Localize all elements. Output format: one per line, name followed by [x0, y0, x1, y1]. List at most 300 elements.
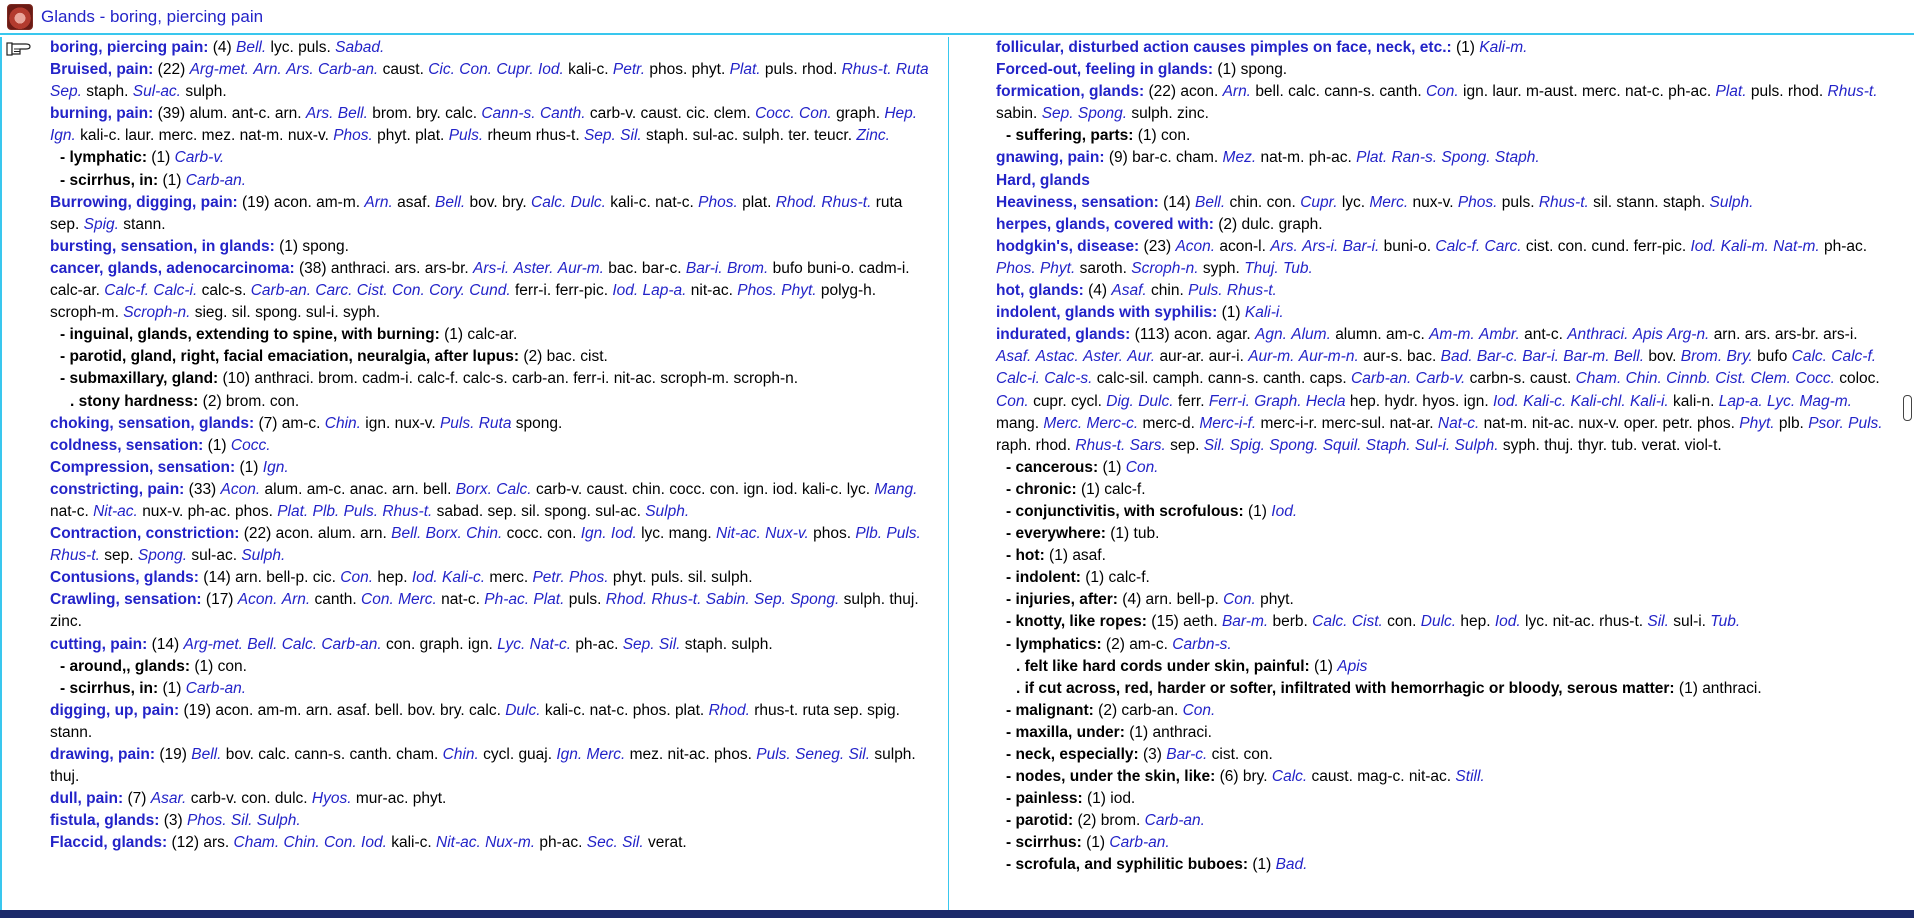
- remedy[interactable]: Ruta: [895, 61, 929, 79]
- remedy[interactable]: nat-m.: [1260, 149, 1305, 167]
- remedy[interactable]: ferr-pic.: [555, 282, 609, 300]
- remedy[interactable]: kali-c.: [544, 701, 586, 719]
- remedy[interactable]: lyc.: [270, 39, 294, 56]
- remedy[interactable]: Acon.: [220, 480, 261, 498]
- remedy[interactable]: Bell.: [1195, 193, 1226, 211]
- remedy[interactable]: Sulph.: [241, 547, 286, 565]
- remedy[interactable]: ign.: [1463, 392, 1489, 410]
- remedy[interactable]: Spig.: [1229, 436, 1265, 454]
- remedy[interactable]: asaf.: [1072, 547, 1106, 565]
- remedy[interactable]: Aur-m.: [1248, 348, 1295, 366]
- remedy[interactable]: Rhod.: [605, 591, 648, 609]
- remedy[interactable]: carbn-s.: [1469, 370, 1526, 388]
- subrubric-entry[interactable]: [996, 656, 1896, 678]
- remedy[interactable]: ars.: [203, 834, 230, 852]
- remedy[interactable]: bac.: [608, 259, 638, 277]
- remedy[interactable]: Bar-m.: [1563, 348, 1610, 366]
- remedy[interactable]: Phos.: [737, 282, 777, 300]
- remedy[interactable]: ferr.: [1177, 392, 1205, 410]
- rubric-label[interactable]: Burrowing, digging, pain:: [50, 193, 238, 211]
- remedy[interactable]: merc-d.: [1142, 414, 1195, 432]
- remedy[interactable]: Bell.: [391, 525, 422, 543]
- remedy[interactable]: Nat-c.: [529, 635, 571, 653]
- rubric-label[interactable]: - scirrhus, in:: [60, 679, 159, 697]
- rubric-label[interactable]: - chronic:: [1006, 480, 1077, 498]
- remedy[interactable]: bry.: [416, 105, 441, 123]
- rubric-label[interactable]: Heaviness, sensation:: [996, 193, 1159, 211]
- rubric-entry[interactable]: [50, 744, 930, 788]
- remedy[interactable]: asaf.: [397, 193, 431, 211]
- remedy[interactable]: sulph.: [742, 127, 784, 145]
- rubric-label[interactable]: Crawling, sensation:: [50, 591, 202, 609]
- remedy[interactable]: Phos.: [186, 812, 227, 830]
- remedy[interactable]: Ign.: [262, 458, 289, 476]
- remedy[interactable]: ferr-pic.: [1633, 237, 1687, 255]
- remedy[interactable]: graph.: [419, 635, 464, 653]
- remedy[interactable]: ant-c.: [1524, 326, 1563, 344]
- remedy[interactable]: Sep.: [583, 127, 616, 145]
- remedy[interactable]: acon.: [1180, 83, 1219, 101]
- remedy[interactable]: sulph.: [711, 569, 753, 587]
- remedy[interactable]: cadm-i.: [858, 259, 910, 277]
- remedy[interactable]: nat-m.: [1483, 414, 1528, 432]
- remedy[interactable]: hep.: [1349, 392, 1381, 410]
- rubric-label[interactable]: boring, piercing pain:: [50, 39, 209, 56]
- remedy[interactable]: Con.: [323, 834, 357, 852]
- remedy[interactable]: spong.: [255, 304, 302, 322]
- remedy[interactable]: Puls.: [886, 525, 921, 543]
- remedy[interactable]: Carb-an.: [250, 282, 312, 300]
- remedy[interactable]: calc-ar.: [50, 282, 100, 300]
- remedy[interactable]: Ign.: [580, 525, 607, 543]
- remedy[interactable]: Chin.: [283, 834, 320, 852]
- remedy[interactable]: Sil.: [1203, 436, 1226, 454]
- remedy[interactable]: merc.: [158, 127, 198, 145]
- remedy[interactable]: Iod.: [1271, 502, 1298, 520]
- remedy[interactable]: bufo: [772, 259, 803, 277]
- rubric-entry[interactable]: [996, 214, 1896, 236]
- remedy[interactable]: Scroph-n.: [1131, 259, 1199, 277]
- remedy[interactable]: bac.: [546, 348, 576, 366]
- rubric-label[interactable]: - parotid:: [1006, 812, 1074, 830]
- remedy[interactable]: sep.: [1170, 436, 1200, 454]
- remedy[interactable]: coloc.: [1839, 370, 1880, 388]
- remedy[interactable]: calc.: [1288, 83, 1320, 101]
- remedy[interactable]: plat.: [674, 701, 705, 719]
- rubric-label[interactable]: bursting, sensation, in glands:: [50, 237, 275, 255]
- remedy[interactable]: bell-p.: [266, 569, 309, 587]
- remedy[interactable]: nit-ac.: [613, 370, 656, 388]
- rubric-entry[interactable]: [996, 37, 1896, 59]
- remedy[interactable]: kali-n.: [1673, 392, 1715, 410]
- remedy[interactable]: Calc-s.: [1044, 370, 1093, 388]
- remedy[interactable]: Cupr.: [1300, 193, 1338, 211]
- remedy[interactable]: rhod.: [1787, 83, 1824, 101]
- subrubric-entry[interactable]: [50, 678, 930, 700]
- remedy[interactable]: bry.: [1242, 768, 1268, 786]
- rubric-entry[interactable]: [996, 302, 1896, 324]
- remedy[interactable]: Dulc.: [570, 193, 606, 211]
- remedy[interactable]: bov.: [1648, 348, 1677, 366]
- remedy[interactable]: Scroph-n.: [123, 304, 191, 322]
- subrubric-entry[interactable]: [996, 545, 1896, 567]
- remedy[interactable]: Sil.: [658, 635, 681, 653]
- remedy[interactable]: Carb-an.: [185, 679, 247, 697]
- remedy[interactable]: Sul-ac.: [132, 83, 181, 101]
- rubric-label[interactable]: - everywhere:: [1006, 525, 1106, 543]
- remedy[interactable]: bell.: [423, 480, 452, 498]
- subrubric-entry[interactable]: [996, 788, 1896, 810]
- remedy[interactable]: Spig.: [83, 215, 119, 233]
- rubric-entry[interactable]: [50, 413, 930, 435]
- remedy[interactable]: con.: [1387, 613, 1417, 631]
- remedy[interactable]: Rhus-t.: [1075, 436, 1126, 454]
- remedy[interactable]: laur.: [1492, 83, 1522, 101]
- remedy[interactable]: syph.: [1502, 436, 1540, 454]
- subrubric-entry[interactable]: [50, 170, 930, 192]
- remedy[interactable]: Squil.: [1322, 436, 1362, 454]
- remedy[interactable]: Asaf.: [1111, 282, 1147, 300]
- remedy[interactable]: Plat.: [533, 591, 565, 609]
- remedy[interactable]: cadm-i.: [362, 370, 413, 388]
- remedy[interactable]: alum.: [317, 525, 356, 543]
- remedy[interactable]: Puls.: [1188, 282, 1223, 300]
- remedy[interactable]: Calc-f.: [1831, 348, 1877, 366]
- remedy[interactable]: Phos.: [996, 259, 1036, 277]
- rubric-label[interactable]: - nodes, under the skin, like:: [1006, 768, 1216, 786]
- remedy[interactable]: dulc.: [1241, 215, 1275, 233]
- subrubric-entry[interactable]: [50, 147, 930, 169]
- remedy[interactable]: Merc-i-f.: [1199, 414, 1257, 432]
- remedy[interactable]: spig.: [867, 701, 900, 719]
- remedy[interactable]: Plat.: [729, 61, 761, 79]
- remedy[interactable]: Kali-c.: [442, 569, 486, 587]
- rubric-entry[interactable]: [50, 523, 930, 567]
- remedy[interactable]: Bar-i.: [685, 259, 723, 277]
- remedy[interactable]: calc-ar.: [467, 326, 518, 344]
- remedy[interactable]: phos.: [1697, 414, 1735, 432]
- remedy[interactable]: bov.: [469, 193, 498, 211]
- remedy[interactable]: aur-ar.: [1159, 348, 1205, 366]
- remedy[interactable]: Arn.: [281, 591, 311, 609]
- remedy[interactable]: Iod.: [1494, 613, 1521, 631]
- remedy[interactable]: Brom.: [726, 259, 769, 277]
- rubric-label[interactable]: hot, glands:: [996, 282, 1084, 300]
- rubric-label[interactable]: - lymphatic:: [60, 149, 147, 167]
- remedy[interactable]: mang.: [996, 414, 1040, 432]
- remedy[interactable]: phyt.: [377, 127, 411, 145]
- rubric-entry[interactable]: [50, 37, 930, 59]
- remedy[interactable]: bell-p.: [1176, 591, 1219, 609]
- subrubric-entry[interactable]: [996, 722, 1896, 744]
- remedy[interactable]: berb.: [1272, 613, 1308, 631]
- remedy[interactable]: Iod.: [612, 282, 639, 300]
- remedy[interactable]: rhod.: [801, 61, 838, 79]
- remedy[interactable]: Petr.: [612, 61, 646, 79]
- remedy[interactable]: canth.: [1263, 370, 1306, 388]
- rubric-label[interactable]: Forced-out, feeling in glands:: [996, 61, 1213, 79]
- remedy[interactable]: calc-f.: [1104, 480, 1146, 498]
- remedy[interactable]: kali-c.: [610, 193, 651, 211]
- remedy[interactable]: Kali-m.: [1479, 39, 1528, 56]
- remedy[interactable]: bar-c.: [1132, 149, 1172, 167]
- remedy[interactable]: Ars.: [1270, 237, 1298, 255]
- remedy[interactable]: staph.: [1662, 193, 1706, 211]
- rubric-entry[interactable]: [996, 236, 1896, 280]
- remedy[interactable]: cann-s.: [1324, 83, 1376, 101]
- remedy[interactable]: rhus-t.: [754, 701, 799, 719]
- remedy[interactable]: Cist.: [1351, 613, 1383, 631]
- remedy[interactable]: anac.: [349, 480, 388, 498]
- rubric-entry[interactable]: [996, 280, 1896, 302]
- remedy[interactable]: spong.: [544, 502, 591, 520]
- right-pane[interactable]: [950, 37, 1914, 910]
- remedy[interactable]: Astac.: [1035, 348, 1079, 366]
- rubric-label[interactable]: Compression, sensation:: [50, 458, 236, 476]
- remedy[interactable]: scroph-m.: [660, 370, 730, 388]
- remedy[interactable]: calc-s.: [462, 370, 508, 388]
- subrubric-entry[interactable]: [996, 634, 1896, 656]
- remedy[interactable]: Bell.: [337, 105, 368, 123]
- remedy[interactable]: sep.: [487, 502, 517, 520]
- remedy[interactable]: cycl.: [483, 746, 515, 763]
- remedy[interactable]: Puls.: [1848, 414, 1883, 432]
- remedy[interactable]: canth.: [1379, 83, 1422, 101]
- remedy[interactable]: raph.: [996, 436, 1032, 454]
- remedy[interactable]: Apis: [1337, 657, 1368, 675]
- remedy[interactable]: nux-v.: [287, 127, 329, 145]
- remedy[interactable]: mur-ac.: [355, 790, 409, 808]
- rubric-label[interactable]: - conjunctivitis, with scrofulous:: [1006, 502, 1244, 520]
- remedy[interactable]: aur-i.: [1208, 348, 1244, 366]
- remedy[interactable]: Iod.: [361, 834, 387, 852]
- remedy[interactable]: Kali-m.: [1720, 237, 1769, 255]
- rubric-entry[interactable]: [50, 435, 930, 457]
- remedy[interactable]: Plat.: [1715, 83, 1747, 101]
- remedy[interactable]: Ferr-i.: [1208, 392, 1250, 410]
- remedy[interactable]: brom.: [318, 370, 358, 388]
- remedy[interactable]: Nit-ac.: [716, 525, 761, 543]
- remedy[interactable]: Dulc.: [1138, 392, 1174, 410]
- remedy[interactable]: Con.: [1182, 701, 1216, 719]
- remedy[interactable]: Carb-an.: [1144, 812, 1205, 830]
- remedy[interactable]: Nat-m.: [1773, 237, 1820, 255]
- remedy[interactable]: Canth.: [539, 105, 586, 123]
- remedy[interactable]: Calc.: [1312, 613, 1348, 631]
- remedy[interactable]: arn.: [1145, 591, 1173, 609]
- remedy[interactable]: rheum: [487, 127, 532, 145]
- remedy[interactable]: Dulc.: [505, 701, 541, 719]
- rubric-label[interactable]: Contraction, constriction:: [50, 525, 240, 543]
- remedy[interactable]: nit-ac.: [1552, 613, 1595, 631]
- remedy[interactable]: Carc.: [315, 282, 353, 300]
- remedy[interactable]: Sep.: [50, 83, 82, 101]
- remedy[interactable]: Chin.: [466, 525, 503, 543]
- remedy[interactable]: stann.: [50, 723, 93, 741]
- remedy[interactable]: con.: [1243, 746, 1273, 763]
- remedy[interactable]: clem.: [713, 105, 751, 123]
- remedy[interactable]: Arg-n.: [1667, 326, 1710, 344]
- remedy[interactable]: ars-br.: [1774, 326, 1819, 344]
- remedy[interactable]: Rhus-t.: [841, 61, 892, 79]
- remedy[interactable]: arn.: [235, 569, 262, 587]
- remedy[interactable]: Sulph.: [1709, 193, 1754, 211]
- remedy[interactable]: Con.: [996, 392, 1029, 410]
- remedy[interactable]: Staph.: [1365, 436, 1411, 454]
- remedy[interactable]: Sil.: [230, 812, 253, 830]
- rubric-entry[interactable]: [50, 788, 930, 810]
- remedy[interactable]: Lyc.: [1766, 392, 1796, 410]
- rubric-label[interactable]: - suffering, parts:: [1006, 127, 1134, 145]
- remedy[interactable]: con.: [385, 635, 416, 653]
- remedy[interactable]: caust.: [1311, 768, 1353, 786]
- subrubric-entry[interactable]: [50, 324, 930, 346]
- rubric-label[interactable]: - inguinal, glands, extending to spine, with burning:: [60, 326, 440, 344]
- remedy[interactable]: Sil.: [622, 834, 644, 852]
- remedy[interactable]: Chin.: [1625, 370, 1662, 388]
- remedy[interactable]: Plat.: [277, 502, 309, 520]
- remedy[interactable]: Calc.: [1271, 768, 1308, 786]
- remedy[interactable]: Ars-i.: [1302, 237, 1339, 255]
- remedy[interactable]: Plb.: [855, 525, 883, 543]
- remedy[interactable]: iod.: [1110, 790, 1136, 808]
- remedy[interactable]: nit-ac.: [690, 282, 733, 300]
- remedy[interactable]: mez.: [201, 127, 236, 145]
- remedy[interactable]: arn.: [1713, 326, 1741, 344]
- remedy[interactable]: syph.: [342, 304, 381, 322]
- remedy[interactable]: cocc.: [669, 480, 706, 498]
- remedy[interactable]: Ign.: [556, 746, 583, 763]
- subrubric-entry[interactable]: [996, 766, 1896, 788]
- remedy[interactable]: calc.: [445, 105, 478, 123]
- remedy[interactable]: Kali-i.: [1244, 304, 1284, 322]
- remedy[interactable]: viol-t.: [1684, 436, 1722, 454]
- remedy[interactable]: calc-f.: [1108, 569, 1150, 587]
- remedy[interactable]: ign.: [1463, 83, 1489, 101]
- remedy[interactable]: ign.: [467, 635, 493, 653]
- remedy[interactable]: Nat-c.: [1437, 414, 1480, 432]
- remedy[interactable]: Cory.: [429, 282, 465, 300]
- remedy[interactable]: sul-ac.: [191, 547, 238, 565]
- remedy[interactable]: Aster.: [1083, 348, 1123, 366]
- remedy[interactable]: Brom.: [1680, 348, 1723, 366]
- remedy[interactable]: Mang.: [874, 480, 918, 498]
- remedy[interactable]: acon-l.: [1219, 237, 1266, 255]
- rubric-entry[interactable]: [50, 236, 930, 258]
- remedy[interactable]: Arg-met.: [183, 635, 243, 653]
- remedy[interactable]: Cham.: [1575, 370, 1622, 388]
- remedy[interactable]: Sep.: [622, 635, 655, 653]
- remedy[interactable]: Bry.: [1726, 348, 1753, 366]
- rubric-label[interactable]: - scirrhus:: [1006, 834, 1082, 852]
- rubric-label[interactable]: . if cut across, red, harder or softer, infiltrated with hemorrhagic or bloody, serous matter:: [1016, 679, 1675, 697]
- rubric-entry[interactable]: [50, 192, 930, 236]
- remedy[interactable]: Puls.: [439, 414, 475, 432]
- remedy[interactable]: Bar-i.: [1522, 348, 1559, 366]
- remedy[interactable]: Calc-i.: [996, 370, 1040, 388]
- remedy[interactable]: Dulc.: [1420, 613, 1457, 631]
- remedy[interactable]: aeth.: [1183, 613, 1218, 631]
- remedy[interactable]: carb-v.: [535, 480, 583, 498]
- remedy[interactable]: Spong.: [137, 547, 188, 565]
- remedy[interactable]: bell.: [1255, 83, 1284, 101]
- rubric-entry[interactable]: [50, 589, 930, 633]
- rubric-label[interactable]: cutting, pain:: [50, 635, 148, 653]
- remedy[interactable]: Cist.: [356, 282, 388, 300]
- remedy[interactable]: puls.: [568, 591, 602, 609]
- remedy[interactable]: sep.: [104, 547, 134, 565]
- remedy[interactable]: Bell.: [435, 193, 466, 211]
- remedy[interactable]: alumn.: [1335, 326, 1382, 344]
- remedy[interactable]: iod.: [772, 480, 798, 498]
- remedy[interactable]: Carc.: [1484, 237, 1522, 255]
- subrubric-entry[interactable]: [996, 567, 1896, 589]
- remedy[interactable]: Arg-met.: [189, 61, 249, 79]
- remedy[interactable]: Ph-ac.: [484, 591, 530, 609]
- remedy[interactable]: agar.: [1216, 326, 1251, 344]
- remedy[interactable]: Thuj.: [1244, 259, 1279, 277]
- remedy[interactable]: saroth.: [1079, 259, 1127, 277]
- remedy[interactable]: cic.: [312, 569, 336, 587]
- remedy[interactable]: m-aust.: [1525, 83, 1578, 101]
- remedy[interactable]: Sep.: [1041, 105, 1074, 123]
- rubric-entry[interactable]: [50, 258, 930, 324]
- remedy[interactable]: acon.: [1174, 326, 1212, 344]
- remedy[interactable]: Con.: [799, 105, 832, 123]
- remedy[interactable]: ferr-i.: [573, 370, 610, 388]
- remedy[interactable]: Carb-an.: [317, 61, 379, 79]
- rubric-label[interactable]: - indolent:: [1006, 569, 1081, 587]
- remedy[interactable]: acon.: [275, 525, 314, 543]
- remedy[interactable]: phos.: [714, 746, 752, 763]
- remedy[interactable]: Arn.: [364, 193, 393, 211]
- remedy[interactable]: nat-c.: [655, 193, 694, 211]
- remedy[interactable]: phos.: [813, 525, 852, 543]
- remedy[interactable]: Rhus-t.: [50, 547, 100, 565]
- remedy[interactable]: Merc.: [586, 746, 626, 763]
- remedy[interactable]: Hecla: [1305, 392, 1346, 410]
- remedy[interactable]: Nit-ac.: [93, 502, 138, 520]
- remedy[interactable]: kali-c.: [391, 834, 432, 852]
- scrollbar[interactable]: [1900, 37, 1914, 910]
- remedy[interactable]: dulc.: [274, 790, 308, 808]
- rubric-entry[interactable]: [996, 170, 1896, 192]
- remedy[interactable]: buni-o.: [1383, 237, 1432, 255]
- remedy[interactable]: Ambr.: [1479, 326, 1520, 344]
- rubric-label[interactable]: indurated, glands:: [996, 326, 1131, 344]
- remedy[interactable]: canth.: [349, 746, 392, 763]
- remedy[interactable]: Sul-i.: [1414, 436, 1451, 454]
- remedy[interactable]: Bar-c.: [1166, 746, 1208, 763]
- remedy[interactable]: nit-ac.: [1531, 414, 1575, 432]
- remedy[interactable]: Rhod.: [708, 701, 750, 719]
- remedy[interactable]: sil.: [687, 569, 707, 587]
- remedy[interactable]: cham.: [396, 746, 439, 763]
- remedy[interactable]: sul-ac.: [692, 127, 739, 145]
- remedy[interactable]: Sil.: [848, 746, 871, 763]
- remedy[interactable]: Lap-a.: [642, 282, 687, 300]
- remedy[interactable]: Con.: [340, 569, 374, 587]
- remedy[interactable]: nit-ac.: [667, 746, 710, 763]
- remedy[interactable]: sil.: [1593, 193, 1613, 211]
- remedy[interactable]: stann.: [1616, 193, 1659, 211]
- remedy[interactable]: Cann-s.: [481, 105, 536, 123]
- remedy[interactable]: Ars-i.: [473, 259, 510, 277]
- rubric-label[interactable]: burning, pain:: [50, 105, 154, 123]
- remedy[interactable]: cist.: [1525, 237, 1554, 255]
- remedy[interactable]: Phos.: [1457, 193, 1498, 211]
- remedy[interactable]: Plat.: [1356, 149, 1388, 167]
